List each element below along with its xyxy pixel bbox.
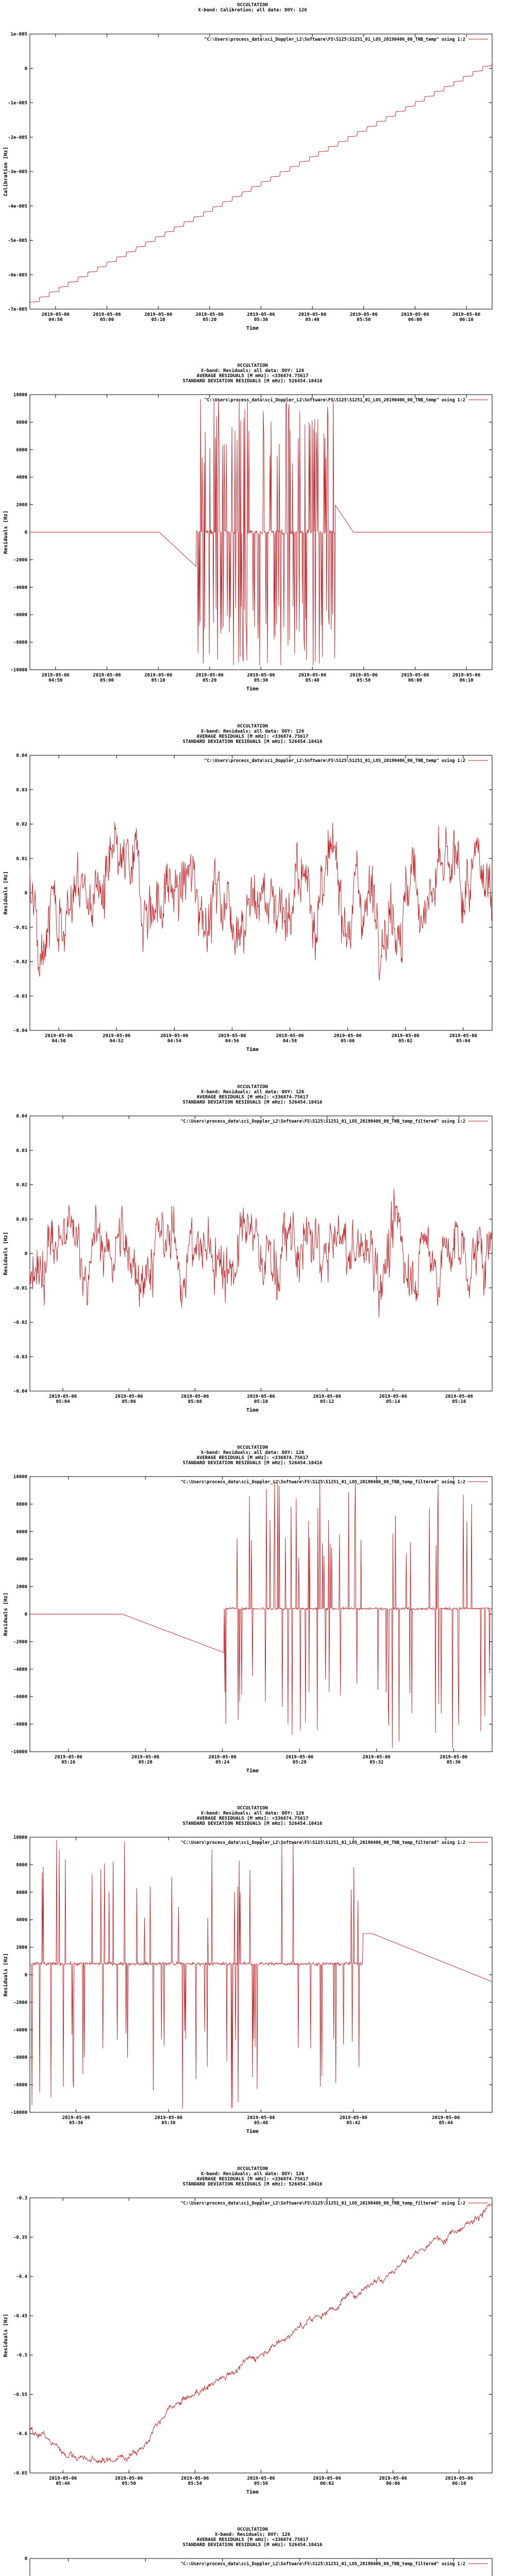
chart-title-line: STANDARD DEVIATION RESIDUALS [M mHz]: 526454.10416 <box>182 1821 323 1826</box>
x-tick-label-date: 2019-05-06 <box>276 1033 304 1039</box>
x-tick-label-time: 05:58 <box>254 2481 268 2486</box>
x-tick-label-time: 05:46 <box>56 2481 70 2486</box>
y-tick-label: -0.03 <box>13 1354 27 1360</box>
y-tick-label: -8000 <box>13 640 27 646</box>
x-tick-label-time: 05:08 <box>188 1399 202 1404</box>
y-tick-label: 2000 <box>16 1945 27 1951</box>
x-tick-label-time: 06:10 <box>459 317 474 323</box>
plot-frame <box>30 1837 492 2112</box>
x-tick-label-time: 05:38 <box>161 2121 176 2126</box>
x-tick-label-time: 06:10 <box>452 2481 466 2486</box>
chart-panel-6 <box>3 1806 492 2134</box>
chart-title-line: OCCULTATION <box>237 1084 268 1090</box>
chart-title-line: STANDARD DEVIATION RESIDUALS [M mHz]: 526454.10416 <box>182 2543 323 2548</box>
x-tick-label-time: 04:50 <box>48 678 63 683</box>
x-tick-label-date: 2019-05-06 <box>247 2115 275 2121</box>
x-tick-label-date: 2019-05-06 <box>298 312 327 317</box>
x-tick-label-time: 05:20 <box>138 1760 153 1765</box>
y-tick-label: -0.02 <box>13 1320 27 1326</box>
chart-title-line: OCCULTATION <box>237 2166 268 2172</box>
y-tick-label: -0.65 <box>13 2471 27 2476</box>
x-tick-label-date: 2019-05-06 <box>208 1755 237 1760</box>
y-tick-label: -0.04 <box>13 1389 27 1394</box>
y-tick-label: 0.04 <box>16 1114 27 1119</box>
data-series-line <box>30 823 492 980</box>
y-tick-label: -1e-005 <box>8 100 27 106</box>
chart-panel-2 <box>3 363 492 692</box>
data-series-line <box>30 2204 492 2463</box>
y-tick-label: -7e-005 <box>8 307 27 312</box>
x-tick-label-time: 05:02 <box>398 1039 413 1044</box>
chart-title-line: AVERAGE RESIDUALS [M mHz]: <336874.75617 <box>196 374 309 379</box>
y-tick-label: -0.03 <box>13 994 27 999</box>
chart-panel-7 <box>3 2166 492 2495</box>
y-tick-label: -8000 <box>13 1722 27 1727</box>
x-tick-label-time: 05:00 <box>99 317 114 323</box>
chart-panel-1 <box>3 3 492 331</box>
y-tick-label: 4000 <box>16 475 27 481</box>
x-tick-label-date: 2019-05-06 <box>144 673 173 678</box>
y-tick-label: -4000 <box>13 585 27 590</box>
y-axis-label: Residuals [Hz] <box>3 2313 9 2358</box>
chart-title-line: X-band: Residuals; all data: DOY: 126 <box>200 368 305 374</box>
y-tick-label: 0.03 <box>16 787 27 793</box>
y-tick-label: 0 <box>24 530 27 535</box>
y-tick-label: -3e-005 <box>8 170 27 175</box>
x-axis-label: Time <box>246 686 259 692</box>
chart-panel-5 <box>3 1445 492 1774</box>
chart-title-line: X-band: Calibration; all data: DOY: 126 <box>198 8 307 13</box>
x-tick-label-time: 05:10 <box>151 317 165 323</box>
x-tick-label-time: 05:32 <box>369 1760 384 1765</box>
plot-frame <box>30 2198 492 2473</box>
y-tick-label: 8000 <box>16 1502 27 1507</box>
chart-title-line: STANDARD DEVIATION RESIDUALS [M mHz]: 526454.10416 <box>182 379 323 384</box>
data-series-line <box>30 1840 492 2109</box>
chart-title-line: AVERAGE RESIDUALS [M mHz]: <336874.75617 <box>196 1455 309 1461</box>
x-tick-label-date: 2019-05-06 <box>218 1033 246 1039</box>
chart-title-line: STANDARD DEVIATION RESIDUALS [M mHz]: 526454.10416 <box>182 1461 323 1466</box>
y-tick-label: 0 <box>24 1612 27 1617</box>
x-tick-label-date: 2019-05-06 <box>160 1033 189 1039</box>
x-tick-label-date: 2019-05-06 <box>333 1033 362 1039</box>
chart-title-line: OCCULTATION <box>237 2527 268 2532</box>
x-tick-label-date: 2019-05-06 <box>48 1394 77 1399</box>
x-axis-label: Time <box>246 2129 259 2134</box>
chart-title-line: OCCULTATION <box>237 363 268 368</box>
y-tick-label: -2000 <box>13 1639 27 1645</box>
x-tick-label-date: 2019-05-06 <box>339 2115 367 2121</box>
chart-title-line: X-band: Residuals; all data: DOY: 126 <box>200 1811 305 1816</box>
data-series-line <box>30 61 492 302</box>
y-tick-label: 6000 <box>16 1529 27 1535</box>
x-tick-label-date: 2019-05-06 <box>285 1755 314 1760</box>
y-tick-label: -4000 <box>13 1667 27 1672</box>
x-tick-label-time: 05:50 <box>357 317 371 323</box>
y-tick-label: -0.01 <box>13 925 27 930</box>
x-axis-label: Time <box>246 2489 259 2495</box>
y-tick-label: -2000 <box>13 557 27 563</box>
x-tick-label-time: 05:42 <box>346 2121 361 2126</box>
x-tick-label-time: 04:58 <box>283 1039 297 1044</box>
x-tick-label-date: 2019-05-06 <box>155 2115 183 2121</box>
y-tick-label: 0 <box>24 1973 27 1978</box>
y-tick-label: -10000 <box>10 1750 27 1755</box>
x-tick-label-date: 2019-05-06 <box>144 312 173 317</box>
x-tick-label-date: 2019-05-06 <box>131 1755 160 1760</box>
y-tick-label: 0.01 <box>16 856 27 862</box>
x-tick-label-date: 2019-05-06 <box>452 673 481 678</box>
x-tick-label-date: 2019-05-06 <box>313 2476 341 2481</box>
x-tick-label-time: 05:28 <box>292 1760 307 1765</box>
x-tick-label-time: 05:30 <box>254 317 268 323</box>
x-axis-label: Time <box>246 1047 259 1053</box>
x-tick-label-time: 05:12 <box>320 1399 334 1404</box>
y-tick-label: -0.35 <box>13 2235 27 2241</box>
chart-title-line: AVERAGE RESIDUALS [M mHz]: <336874.75617 <box>196 734 309 739</box>
x-tick-label-time: 05:40 <box>254 2121 268 2126</box>
x-tick-label-time: 05:40 <box>305 317 319 323</box>
x-tick-label-time: 06:00 <box>408 317 423 323</box>
x-tick-label-time: 06:02 <box>320 2481 334 2486</box>
y-tick-label: 10000 <box>13 1835 27 1840</box>
x-tick-label-date: 2019-05-06 <box>362 1755 391 1760</box>
y-tick-label: 2000 <box>16 502 27 508</box>
x-tick-label-time: 05:44 <box>439 2121 453 2126</box>
x-tick-label-date: 2019-05-06 <box>62 2115 90 2121</box>
x-tick-label-date: 2019-05-06 <box>93 312 121 317</box>
y-tick-label: -0.04 <box>13 1028 27 1033</box>
x-tick-label-date: 2019-05-06 <box>349 312 378 317</box>
y-tick-label: 4000 <box>16 1918 27 1923</box>
x-tick-label-time: 05:40 <box>305 678 319 683</box>
x-tick-label-date: 2019-05-06 <box>432 2115 460 2121</box>
chart-title-line: STANDARD DEVIATION RESIDUALS [M mHz]: 526454.10416 <box>182 1100 323 1105</box>
x-axis-label: Time <box>246 1768 259 1774</box>
legend-label: "C:\Users\process_data\sci_Doppler_L2\Software\FS\S125\S1251_01_LOS_20190406_00_TNB_temp_filtered" using 1:2 <box>180 1840 465 1845</box>
y-tick-label: -0.45 <box>13 2313 27 2319</box>
x-tick-label-date: 2019-05-06 <box>247 673 275 678</box>
x-tick-label-time: 05:30 <box>254 678 268 683</box>
y-tick-label: 0 <box>24 1251 27 1257</box>
chart-title-line: X-band: Residuals; all data: DOY: 126 <box>200 1450 305 1455</box>
x-tick-label-date: 2019-05-06 <box>449 1033 478 1039</box>
y-tick-label: -0.4 <box>16 2274 27 2280</box>
x-tick-label-time: 05:50 <box>122 2481 136 2486</box>
y-tick-label: -0.3 <box>16 2196 27 2201</box>
chart-title-line: OCCULTATION <box>237 3 268 8</box>
x-tick-label-date: 2019-05-06 <box>349 673 378 678</box>
y-tick-label: 1e-005 <box>10 32 27 37</box>
chart-title-line: X-band: Residuals; DOY: 126 <box>214 2532 291 2537</box>
x-tick-label-time: 06:10 <box>459 678 474 683</box>
x-tick-label-time: 05:24 <box>215 1760 230 1765</box>
legend-label: "C:\Users\process_data\sci_Doppler_L2\Software\FS\S125\S1251_01_LOS_20190406_00_TNB_temp" using 1:2 <box>204 398 465 403</box>
x-tick-label-date: 2019-05-06 <box>103 1033 131 1039</box>
x-tick-label-date: 2019-05-06 <box>195 312 224 317</box>
data-series-line <box>30 1189 492 1317</box>
y-tick-label: 6000 <box>16 1890 27 1895</box>
y-tick-label: 8000 <box>16 420 27 426</box>
x-axis-label: Time <box>246 1408 259 1413</box>
y-tick-label: -0.01 <box>13 1285 27 1291</box>
legend-label: "C:\Users\process_data\sci_Doppler_L2\Software\FS\S125\S1251_01_LOS_20190406_00_TNB_temp_filtered" using 1:2 <box>180 2562 465 2567</box>
x-tick-label-date: 2019-05-06 <box>115 2476 143 2481</box>
x-tick-label-time: 04:52 <box>109 1039 124 1044</box>
legend-label: "C:\Users\process_data\sci_Doppler_L2\Software\FS\S125\S1251_01_LOS_20190406_00_TNB_temp" using 1:2 <box>204 37 465 42</box>
x-tick-label-time: 04:54 <box>167 1039 181 1044</box>
x-tick-label-time: 04:50 <box>52 1039 66 1044</box>
x-tick-label-date: 2019-05-06 <box>445 1394 474 1399</box>
legend-label: "C:\Users\process_data\sci_Doppler_L2\Software\FS\S125\S1251_01_LOS_20190406_00_TNB_temp_filtered" using 1:2 <box>180 2201 465 2206</box>
x-axis-label: Time <box>246 326 259 331</box>
y-tick-label: 0 <box>24 66 27 72</box>
x-tick-label-time: 05:54 <box>188 2481 202 2486</box>
legend-label: "C:\Users\process_data\sci_Doppler_L2\Software\FS\S125\S1251_01_LOS_20190406_00_TNB_temp" using 1:2 <box>204 758 465 764</box>
plot-frame <box>30 34 492 309</box>
x-tick-label-date: 2019-05-06 <box>247 2476 275 2481</box>
y-tick-label: -5e-005 <box>8 238 27 244</box>
x-tick-label-date: 2019-05-06 <box>445 2476 474 2481</box>
x-tick-label-time: 05:50 <box>357 678 371 683</box>
y-tick-label: 10000 <box>13 393 27 398</box>
chart-title-line: AVERAGE RESIDUALS [M mHz]: <336874.75617 <box>196 2177 309 2182</box>
chart-panel-8 <box>3 2527 492 2576</box>
x-tick-label-date: 2019-05-06 <box>48 2476 77 2481</box>
y-tick-label: 4000 <box>16 1557 27 1563</box>
x-tick-label-time: 05:14 <box>386 1399 400 1404</box>
y-tick-label: 0 <box>24 891 27 896</box>
chart-panel-3 <box>3 724 492 1053</box>
y-tick-label: 0.03 <box>16 1148 27 1154</box>
chart-title-line: AVERAGE RESIDUALS [M mHz]: <336874.75617 <box>196 1095 309 1100</box>
x-tick-label-date: 2019-05-06 <box>247 1394 275 1399</box>
y-tick-label: -10000 <box>10 668 27 673</box>
x-tick-label-date: 2019-05-06 <box>181 2476 209 2481</box>
y-tick-label: -4e-005 <box>8 204 27 209</box>
chart-panel-4 <box>3 1084 492 1413</box>
x-tick-label-date: 2019-05-06 <box>54 1755 82 1760</box>
chart-title-line: STANDARD DEVIATION RESIDUALS [M mHz]: 526454.10416 <box>182 739 323 744</box>
chart-title-line: OCCULTATION <box>237 1445 268 1450</box>
chart-title-line: AVERAGE RESIDUALS [M mHz]: <336874.75617 <box>196 1816 309 1821</box>
y-tick-label: 0.01 <box>16 1217 27 1223</box>
x-tick-label-time: 06:00 <box>408 678 423 683</box>
y-tick-label: -0.55 <box>13 2392 27 2398</box>
x-tick-label-date: 2019-05-06 <box>195 673 224 678</box>
y-axis-label: Residuals [Hz] <box>3 510 9 554</box>
legend-label: "C:\Users\process_data\sci_Doppler_L2\Software\FS\S125\S1251_01_LOS_20190406_00_TNB_temp_filtered" using 1:2 <box>180 1480 465 1485</box>
chart-title-line: X-band: Residuals; all data: DOY: 126 <box>200 1090 305 1095</box>
x-tick-label-time: 05:16 <box>452 1399 466 1404</box>
y-tick-label: -4000 <box>13 2027 27 2033</box>
y-tick-label: 0.02 <box>16 1182 27 1188</box>
x-tick-label-date: 2019-05-06 <box>401 673 429 678</box>
y-tick-label: -2000 <box>13 2000 27 2006</box>
x-tick-label-date: 2019-05-06 <box>44 1033 73 1039</box>
y-axis-label: Calibration [Hz] <box>3 146 9 197</box>
x-tick-label-date: 2019-05-06 <box>247 312 275 317</box>
x-tick-label-date: 2019-05-06 <box>313 1394 341 1399</box>
x-tick-label-time: 04:50 <box>48 317 63 323</box>
x-tick-label-date: 2019-05-06 <box>298 673 327 678</box>
y-tick-label: 10000 <box>13 1475 27 1480</box>
x-tick-label-time: 05:04 <box>456 1039 470 1044</box>
data-series-line <box>30 1481 492 1748</box>
x-tick-label-date: 2019-05-06 <box>401 312 429 317</box>
y-tick-label: 0.04 <box>16 753 27 758</box>
x-tick-label-date: 2019-05-06 <box>115 1394 143 1399</box>
x-tick-label-date: 2019-05-06 <box>379 2476 407 2481</box>
y-tick-label: 6000 <box>16 447 27 453</box>
chart-title-line: X-band: Residuals; all data: DOY: 126 <box>200 2172 305 2177</box>
y-axis-label: Residuals [Hz] <box>3 1953 9 1997</box>
y-axis-label: Residuals [Hz] <box>3 1592 9 1636</box>
x-tick-label-time: 05:36 <box>446 1760 461 1765</box>
y-tick-label: 8000 <box>16 1862 27 1868</box>
legend-label: "C:\Users\process_data\sci_Doppler_L2\Software\FS\S125\S1251_01_LOS_20190406_00_TNB_temp_filtered" using 1:2 <box>180 1119 465 1124</box>
y-tick-label: -0.02 <box>13 959 27 965</box>
y-tick-label: -6000 <box>13 2055 27 2061</box>
y-tick-label: -10000 <box>10 2110 27 2115</box>
x-tick-label-date: 2019-05-06 <box>452 312 481 317</box>
y-tick-label: -2e-005 <box>8 135 27 141</box>
y-tick-label: -8000 <box>13 2082 27 2088</box>
x-tick-label-time: 05:10 <box>254 1399 268 1404</box>
x-tick-label-time: 05:04 <box>56 1399 70 1404</box>
x-tick-label-time: 06:06 <box>386 2481 400 2486</box>
x-tick-label-date: 2019-05-06 <box>440 1755 468 1760</box>
x-tick-label-date: 2019-05-06 <box>181 1394 209 1399</box>
y-axis-label: Residuals [Hz] <box>3 1231 9 1276</box>
x-tick-label-time: 05:06 <box>122 1399 136 1404</box>
y-tick-label: -0.6 <box>16 2431 27 2437</box>
x-tick-label-time: 04:56 <box>225 1039 239 1044</box>
x-tick-label-date: 2019-05-06 <box>41 673 70 678</box>
chart-title-line: X-band: Residuals; all data: DOY: 126 <box>200 729 305 734</box>
y-tick-label: -6000 <box>13 613 27 618</box>
y-tick-label: -0.5 <box>16 2353 27 2359</box>
data-series-line <box>30 399 492 666</box>
x-tick-label-date: 2019-05-06 <box>41 312 70 317</box>
y-tick-label: 0.02 <box>16 822 27 827</box>
x-tick-label-time: 05:00 <box>341 1039 355 1044</box>
chart-title-line: OCCULTATION <box>237 1806 268 1811</box>
chart-title-line: STANDARD DEVIATION RESIDUALS [M mHz]: 526454.10416 <box>182 2182 323 2187</box>
x-tick-label-date: 2019-05-06 <box>379 1394 407 1399</box>
x-tick-label-time: 05:00 <box>99 678 114 683</box>
x-tick-label-time: 05:36 <box>69 2121 83 2126</box>
y-tick-label: 2000 <box>16 1584 27 1590</box>
x-tick-label-time: 05:16 <box>61 1760 76 1765</box>
x-tick-label-time: 05:20 <box>203 317 217 323</box>
x-tick-label-time: 05:10 <box>151 678 165 683</box>
y-tick-label: -6000 <box>13 1694 27 1700</box>
y-tick-label: 0 <box>24 2556 27 2562</box>
y-tick-label: -6e-005 <box>8 273 27 278</box>
x-tick-label-date: 2019-05-06 <box>93 673 121 678</box>
x-tick-label-date: 2019-05-06 <box>391 1033 419 1039</box>
y-axis-label: Residuals [Hz] <box>3 871 9 915</box>
chart-title-line: AVERAGE RESIDUALS [M mHz]: <336874.75617 <box>196 2537 309 2543</box>
x-tick-label-time: 05:20 <box>203 678 217 683</box>
chart-title-line: OCCULTATION <box>237 724 268 729</box>
